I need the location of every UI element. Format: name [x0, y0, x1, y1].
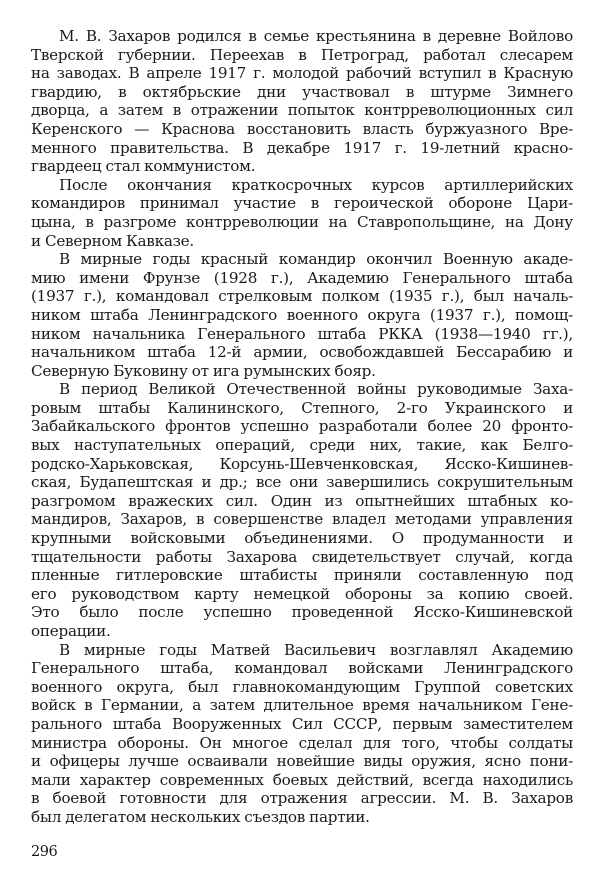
- text-line: рального штаба Вооруженных Сил СССР, первым заместителем: [31, 714, 573, 733]
- text-line: и офицеры лучше осваивали новейшие виды оружия, ясно пони-: [31, 752, 573, 771]
- paragraph: [31, 250, 573, 380]
- text-line: ником начальника Генерального штаба РККА (1938—1940 гг.),: [31, 324, 573, 343]
- paragraph: [31, 380, 573, 640]
- text-line: мали характер современных боевых действий, всегда находились: [31, 770, 573, 789]
- text-line: цына, в разгроме контрреволюции на Ставропольщине, на Дону: [31, 212, 573, 231]
- text-line: мию имени Фрунзе (1928 г.), Академию Генерального штаба: [31, 268, 573, 287]
- text-line: (1937 г.), командовал стрелковым полком (1935 г.), был началь-: [31, 287, 573, 306]
- text-line: После окончания краткосрочных курсов артиллерийских: [59, 175, 573, 194]
- text-line: гвардеец стал коммунистом.: [31, 157, 256, 176]
- body-text: [31, 27, 573, 827]
- text-line: мандиров, Захаров, в совершенстве владел методами управления: [31, 510, 573, 529]
- text-line: начальником штаба 12-й армии, освобождавшей Бессарабию и: [31, 343, 573, 362]
- text-line: Керенского — Краснова восстановить власть буржуазного Вре-: [31, 119, 573, 138]
- text-line: пленные гитлеровские штабисты приняли составленную под: [31, 566, 573, 585]
- text-line: Тверской губернии. Переехав в Петроград, работал слесарем: [31, 45, 573, 64]
- text-line: и Северном Кавказе.: [31, 231, 194, 250]
- text-line: Это было после успешно проведенной Ясско-Кишиневской: [31, 603, 573, 622]
- text-line: ская, Будапештская и др.; все они завершились сокрушительным: [31, 473, 573, 492]
- text-line: Северную Буковину от ига румынских бояр.: [31, 361, 376, 380]
- text-line: гвардию, в октябрьские дни участвовал в штурме Зимнего: [31, 82, 573, 101]
- text-line: ником штаба Ленинградского военного округа (1937 г.), помощ-: [31, 305, 573, 324]
- text-line: ровым штабы Калининского, Степного, 2-го Украинского и: [31, 398, 573, 417]
- text-line: тщательности работы Захарова свидетельствует случай, когда: [31, 547, 573, 566]
- text-line: крупными войсковыми объединениями. О продуманности и: [31, 529, 573, 548]
- text-line: Генерального штаба, командовал войсками Ленинградского: [31, 659, 573, 678]
- text-line: был делегатом нескольких съездов партии.: [31, 807, 370, 826]
- text-line: его руководством карту немецкой обороны за копию своей.: [31, 584, 573, 603]
- text-line: Забайкальского фронтов успешно разработали более 20 фронто-: [31, 417, 573, 436]
- text-line: на заводах. В апреле 1917 г. молодой рабочий вступил в Красную: [31, 64, 573, 83]
- text-line: операции.: [31, 622, 111, 640]
- text-line: командиров принимал участие в героической обороне Цари-: [31, 194, 573, 213]
- text-line: войск в Германии, а затем длительное время начальником Гене-: [31, 696, 573, 715]
- paragraph: [31, 176, 573, 250]
- text-line: в боевой готовности для отражения агрессии. М. В. Захаров: [31, 789, 573, 808]
- text-line: вых наступательных операций, среди них, такие, как Белго-: [31, 436, 573, 455]
- text-line: дворца, а затем в отражении попыток контрреволюционных сил: [31, 101, 573, 120]
- text-line: В мирные годы красный командир окончил Военную акаде-: [59, 250, 573, 269]
- text-line: разгромом вражеских сил. Один из опытнейших штабных ко-: [31, 491, 573, 510]
- text-line: В мирные годы Матвей Васильевич возглавлял Академию: [59, 640, 573, 659]
- text-line: министра обороны. Он многое сделал для того, чтобы солдаты: [31, 733, 573, 752]
- paragraph: [31, 27, 573, 176]
- page-number: 296: [31, 844, 58, 860]
- paragraph: [31, 641, 573, 827]
- text-line: военного округа, был главнокомандующим Группой советских: [31, 677, 573, 696]
- text-line: М. В. Захаров родился в семье крестьянина в деревне Войлово: [59, 27, 573, 45]
- text-line: В период Великой Отечественной войны руководимые Заха-: [59, 380, 573, 399]
- text-line: родско-Харьковская, Корсунь-Шевченковская, Ясско-Кишинев-: [31, 454, 573, 473]
- text-line: менного правительства. В декабре 1917 г. 19-летний красно-: [31, 138, 573, 157]
